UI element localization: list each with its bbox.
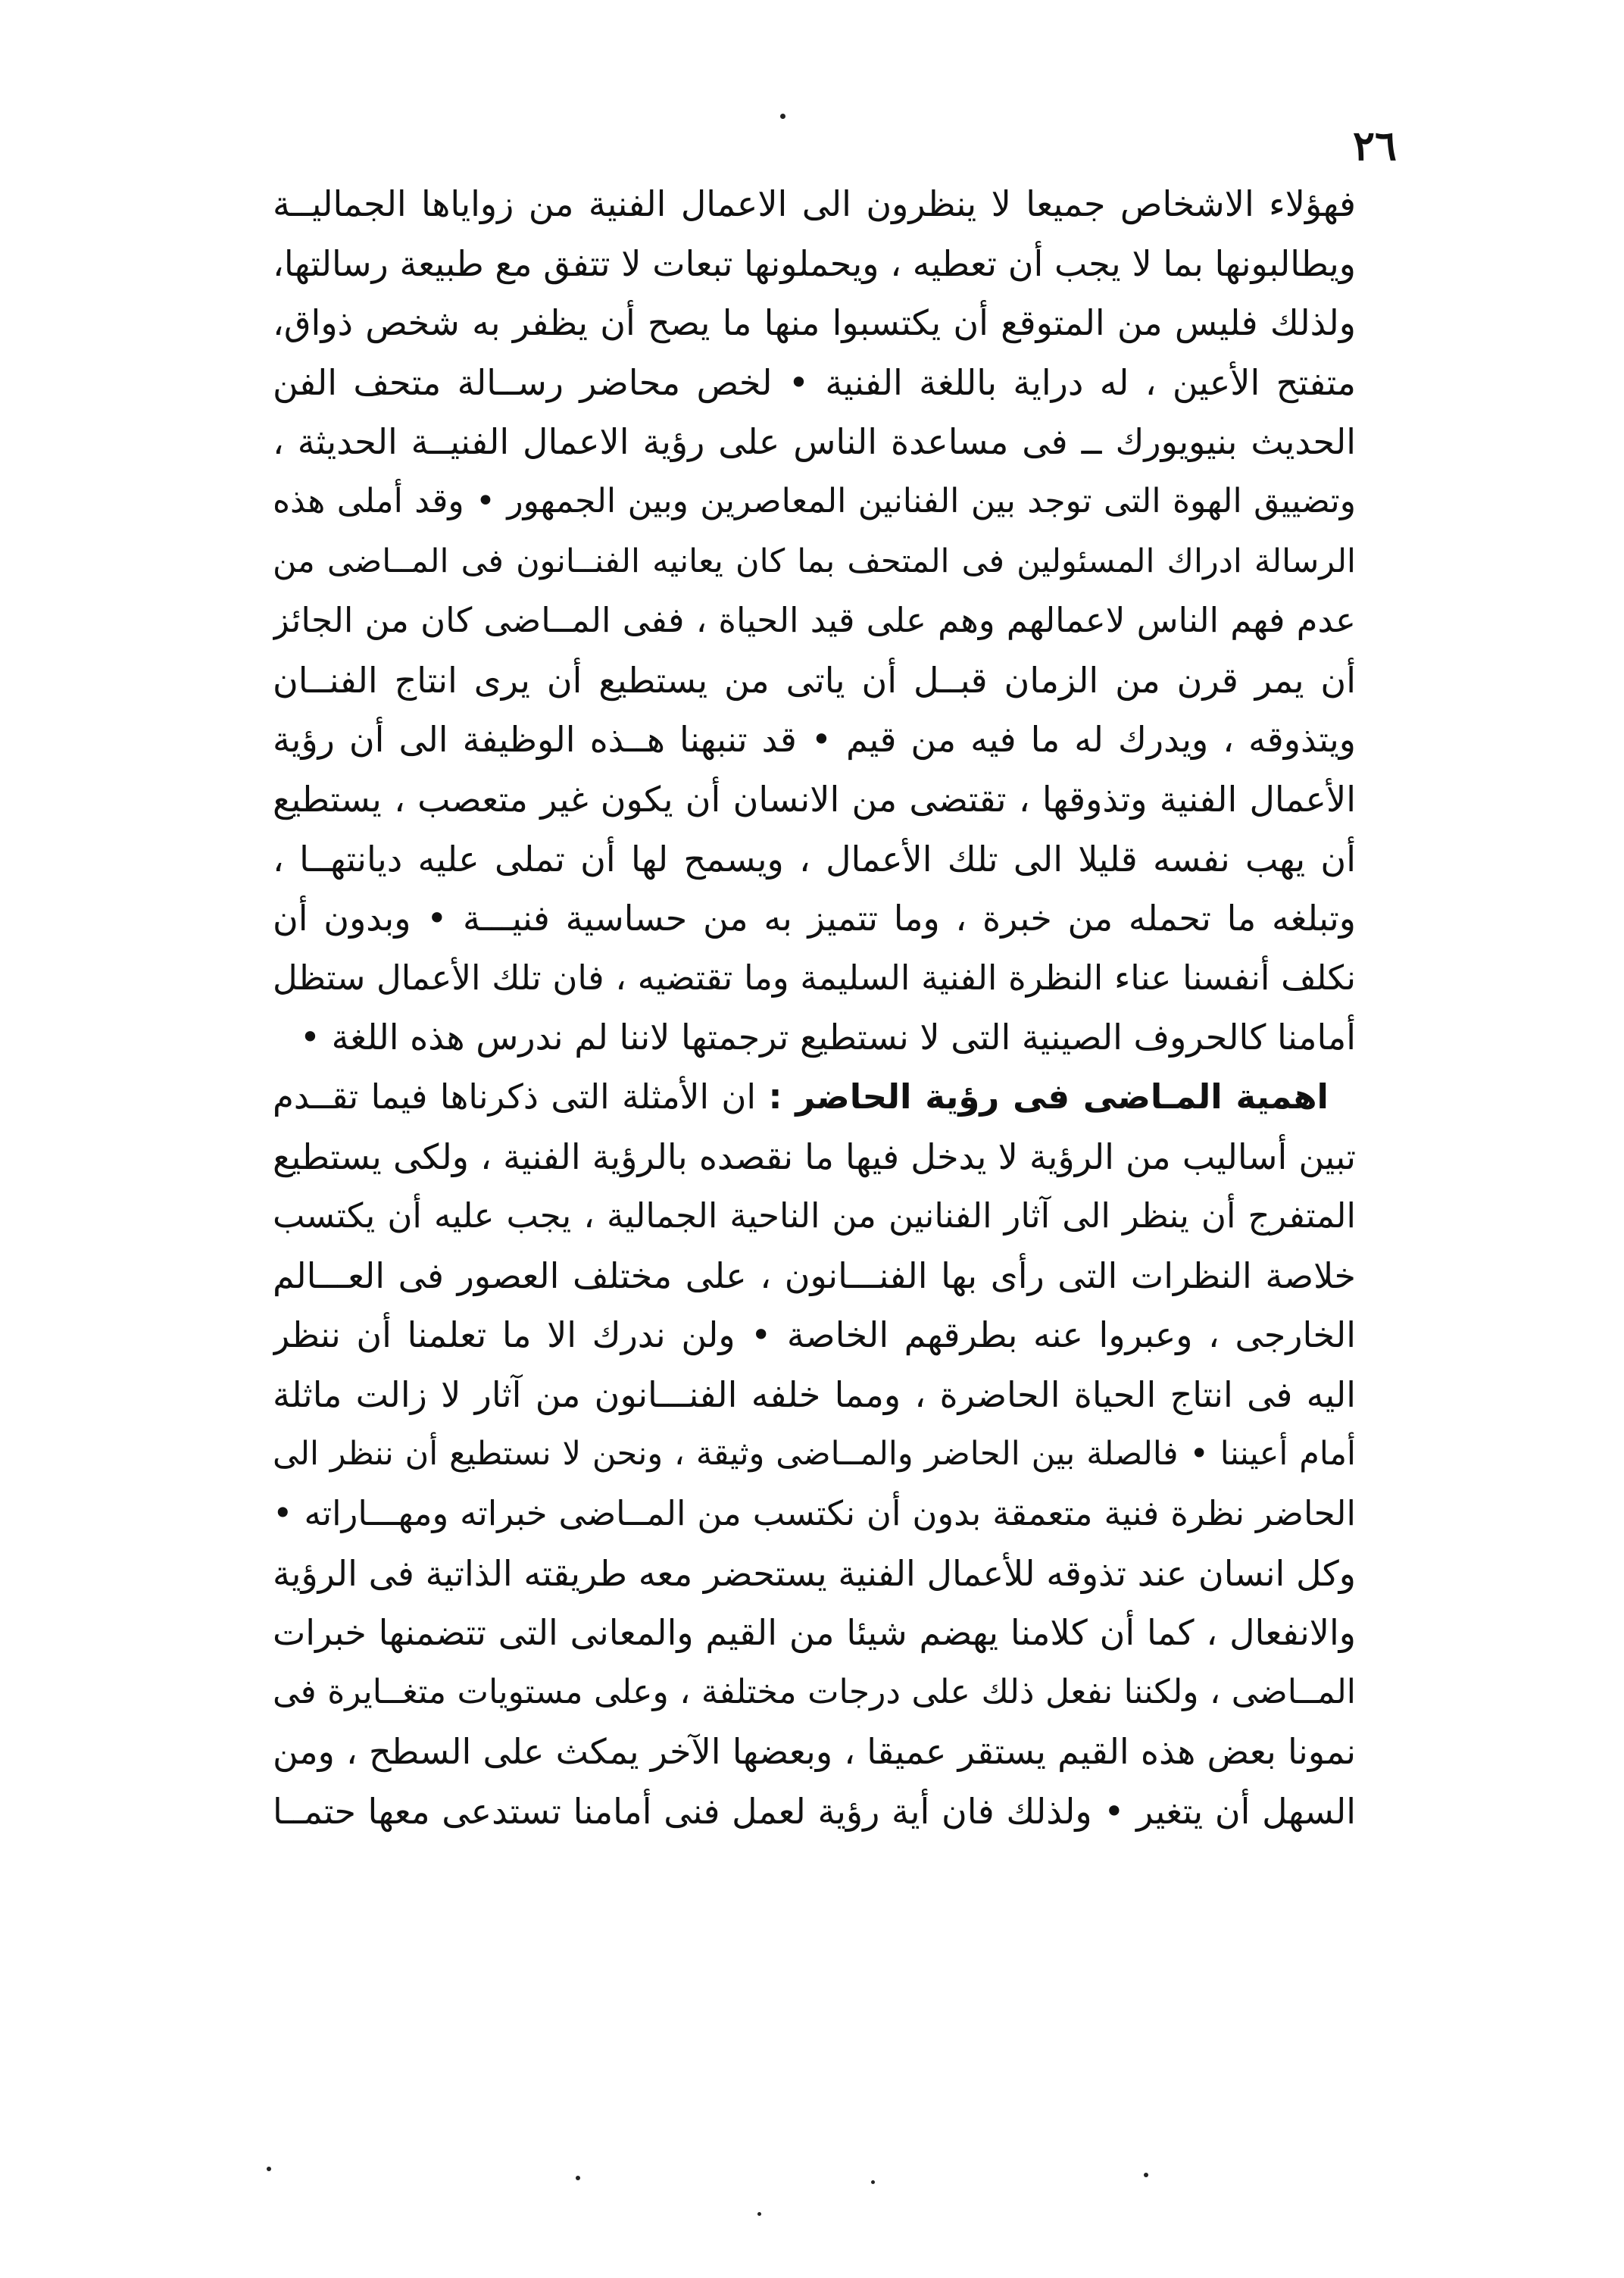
text-line: وكل انسان عند تذوقه للأعمال الفنية يستحضر معه طريقته الذاتية فى الرؤية: [273, 1552, 1356, 1594]
text-line: الرسالة ادراك المسئولين فى المتحف بما كان يعانيه الفنــانون فى المــاضى من: [273, 542, 1356, 580]
scan-speck: [576, 2176, 580, 2180]
text-span: ان الأمثلة التى ذكرناها فيما تقــدم: [273, 1076, 756, 1117]
text-line: أمامنا كالحروف الصينية التى لا نستطيع ترجمتها لاننا لم ندرس هذه اللغة •: [299, 1017, 1356, 1058]
scan-speck: [780, 114, 785, 119]
text-line: المتفرج أن ينظر الى آثار الفنانين من الناحية الجمالية ، يجب عليه أن يكتسب: [273, 1195, 1356, 1236]
text-line: نكلف أنفسنا عناء النظرة الفنية السليمة وما تقتضيه ، فان تلك الأعمال ستظل: [273, 957, 1356, 998]
text-line: أمام أعيننا • فالصلة بين الحاضر والمــاضى وثيقة ، ونحن لا نستطيع أن ننظر الى: [273, 1435, 1356, 1473]
text-line: ولذلك فليس من المتوقع أن يكتسبوا منها ما يصح أن يظفر به شخص ذواق،: [273, 302, 1356, 344]
text-line: متفتح الأعين ، له دراية باللغة الفنية • لخص محاضر رســالة متحف الفن: [273, 361, 1356, 403]
text-line: تبين أساليب من الرؤية لا يدخل فيها ما نقصده بالرؤية الفنية ، ولكى يستطيع: [273, 1136, 1356, 1177]
text-line: السهل أن يتغير • ولذلك فان أية رؤية لعمل فنى أمامنا تستدعى معها حتمــا: [273, 1791, 1356, 1833]
text-line: الحديث بنيويورك ــ فى مساعدة الناس على رؤية الاعمال الفنيــة الحديثة ،: [273, 421, 1356, 463]
text-line: الخارجى ، وعبروا عنه بطرقهم الخاصة • ولن ندرك الا ما تعلمنا أن ننظر: [273, 1314, 1356, 1356]
scan-speck: [1144, 2173, 1148, 2177]
scan-speck: [757, 2212, 761, 2216]
text-line: ويتذوقه ، ويدرك له ما فيه من قيم • قد تنبهنا هــذه الوظيفة الى أن رؤية: [273, 719, 1356, 761]
text-line: خلاصة النظرات التى رأى بها الفنـــانون ، على مختلف العصور فى العـــالم: [273, 1255, 1356, 1296]
text-line: أن يمر قرن من الزمان قبــل أن ياتى من يستطيع أن يرى انتاج الفنــان: [273, 659, 1356, 701]
text-line: ويطالبونها بما لا يجب أن تعطيه ، ويحملونها تبعات لا تتفق مع طبيعة رسالتها،: [273, 242, 1356, 284]
text-line: والانفعال ، كما أن كلامنا يهضم شيئا من القيم والمعانى التى تتضمنها خبرات: [273, 1612, 1356, 1654]
text-line: الحاضر نظرة فنية متعمقة بدون أن نكتسب من المــاضى خبراته ومهـــاراته •: [273, 1493, 1356, 1534]
text-line: نمونا بعض هذه القيم يستقر عميقا ، وبعضها الآخر يمكث على السطح ، ومن: [273, 1731, 1356, 1773]
text-line: اليه فى انتاج الحياة الحاضرة ، ومما خلفه الفنـــانون من آثار لا زالت ماثلة: [273, 1373, 1356, 1415]
text-line: وتبلغه ما تحمله من خبرة ، وما تتميز به من حساسية فنيـــة • وبدون أن: [273, 898, 1356, 939]
scan-speck: [871, 2180, 875, 2184]
paragraph-1: [273, 174, 1356, 1067]
paragraph-2-first-line: [273, 1067, 1356, 1127]
scan-speck: [267, 2167, 271, 2171]
body-text: [273, 174, 1356, 1842]
paragraph-2: [273, 1067, 1356, 1842]
text-line: الأعمال الفنية وتذوقها ، تقتضى من الانسان أن يكون غير متعصب ، يستطيع: [273, 778, 1356, 820]
text-line: فهؤلاء الاشخاص جميعا لا ينظرون الى الاعمال الفنية من زواياها الجماليــة: [273, 183, 1356, 224]
text-line: وتضييق الهوة التى توجد بين الفنانين المعاصرين وبين الجمهور • وقد أملى هذه: [273, 481, 1356, 520]
text-line: المــاضى ، ولكننا نفعل ذلك على درجات مختلفة ، وعلى مستويات متغــايرة فى: [273, 1672, 1356, 1711]
page-number: ٢٦: [1352, 121, 1397, 170]
text-line: عدم فهم الناس لاعمالهم وهم على قيد الحياة ، ففى المــاضى كان من الجائز: [273, 600, 1356, 641]
section-heading: اهمية المـاضى فى رؤية الحاضر :: [768, 1076, 1329, 1117]
text-line: أن يهب نفسه قليلا الى تلك الأعمال ، ويسمح لها أن تملى عليه ديانتهــا ،: [273, 838, 1356, 880]
